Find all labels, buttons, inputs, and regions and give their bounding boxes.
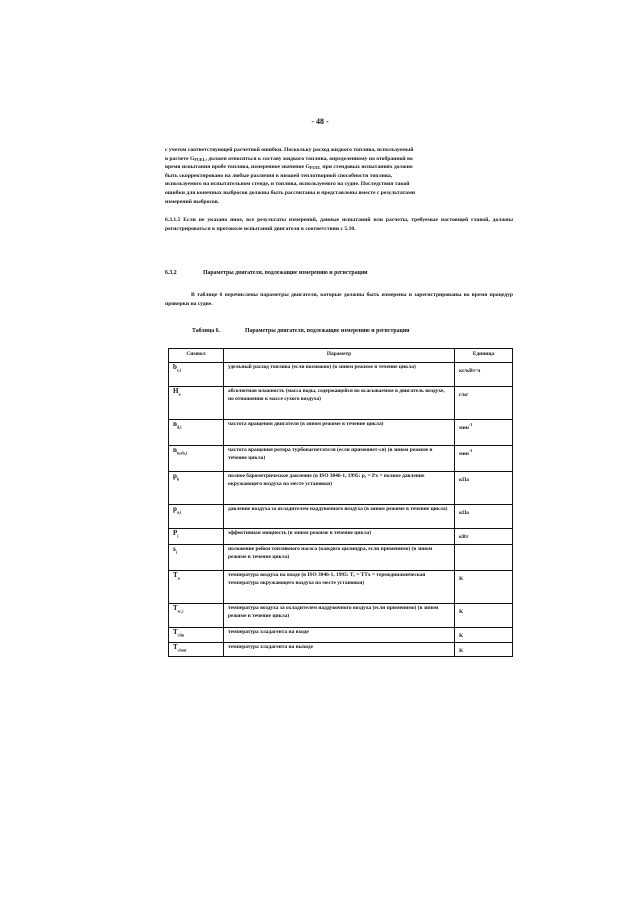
cell-parameter: температура хладагента на выходе bbox=[224, 642, 455, 657]
text-segment: , должен относиться к составу жидкого топлива, определенному по отобранной во bbox=[205, 155, 413, 162]
cell-unit bbox=[455, 472, 513, 505]
symbol-subscript: a,i bbox=[176, 509, 182, 515]
unit-text: K bbox=[459, 608, 464, 615]
symbol-subscript: d,i bbox=[176, 424, 182, 430]
cell-symbol bbox=[169, 420, 224, 446]
paragraph-line: быть скорректировано на любые различия в низшей теплотворной способности топлива, bbox=[165, 172, 393, 179]
cell-parameter: температура воздуха на входе (в ISO 3046-1, 1995: Tₓ = TTx = термодинамическая температура окружающего воздуха на месте установки) bbox=[224, 571, 455, 604]
symbol-subscript: turb,i bbox=[176, 450, 188, 456]
cell-parameter: температура воздуха за охладителем наддувочного воздуха (если применимо) (в знном режиме в течение цикла) bbox=[224, 604, 455, 628]
symbol-letter: n bbox=[173, 420, 177, 428]
symbol-letter: H bbox=[173, 387, 179, 395]
table-row bbox=[169, 529, 513, 545]
table-caption-label: Таблица 6. bbox=[192, 328, 221, 334]
symbol-letter: P bbox=[173, 529, 178, 537]
cell-parameter: абсолютная влажность (масса воды, содержащейся во всасываемом в двигатель воздухе, по отношению к массе сухого воздуха) bbox=[224, 387, 455, 420]
cell-symbol bbox=[169, 628, 224, 643]
table-row bbox=[169, 446, 513, 472]
cell-parameter: частота вращения ротора турбонагнетателя (если применяет-ся) (в знном режиме в течение цикла) bbox=[224, 446, 455, 472]
symbol-subscript: sc,i bbox=[177, 608, 184, 614]
paragraph-fuel-correction bbox=[165, 146, 513, 206]
cell-parameter: удельный расход топлива (если возможно) (в знном режиме в течение цикла) bbox=[224, 363, 455, 387]
header-parameter: Параметр bbox=[224, 349, 455, 363]
unit-text: кПа bbox=[459, 509, 469, 516]
symbol-letter: T bbox=[173, 604, 178, 612]
unit-text: K bbox=[459, 575, 464, 582]
symbol-letter: T bbox=[173, 628, 178, 636]
unit-exponent: -1 bbox=[468, 422, 473, 427]
subscript: FUEL bbox=[309, 165, 321, 171]
section-title: Параметры двигателя, подлежащие измерению и регистрации bbox=[203, 270, 368, 276]
unit-text: K bbox=[459, 647, 464, 654]
cell-symbol bbox=[169, 446, 224, 472]
header-symbol: Символ bbox=[169, 349, 224, 363]
unit-text: мин bbox=[459, 424, 469, 431]
symbol-letter: s bbox=[173, 545, 176, 553]
parameters-table bbox=[168, 348, 513, 657]
cell-unit bbox=[455, 628, 513, 643]
unit-text: мин bbox=[459, 450, 469, 457]
paragraph-line: измерений выбросов. bbox=[165, 198, 219, 205]
paragraph-line: ошибки для конечных выбросов должны быть рассчитаны и представлены вместе с результатами bbox=[165, 189, 416, 196]
unit-text: г/кг bbox=[459, 391, 469, 398]
table-caption bbox=[192, 328, 410, 334]
cell-parameter: давление воздуха за охладителем наддувочного воздуха (в знном режиме в течение цикла) bbox=[224, 505, 455, 529]
text-segment: время испытания пробе топлива, измеренное значение G bbox=[165, 164, 310, 171]
cell-parameter: эффективная мощность (в знном режиме в течение цикла) bbox=[224, 529, 455, 545]
cell-unit bbox=[455, 505, 513, 529]
cell-parameter: температура хладагента на входе bbox=[224, 628, 455, 643]
paragraph-6-3-1-5: 6.3.1.5 Если не указано иное, все результаты измерений, данные испытаний или расчеты, требуемые настоящей главой, должны регистрироваться в протоколе испытаний двигателя в соответствии с 5.10. bbox=[165, 217, 513, 232]
cell-symbol bbox=[169, 642, 224, 657]
unit-text: кВт bbox=[459, 533, 469, 540]
paragraph-line: с учетом соответствующей расчетной ошибки. Поскольку расход жидкого топлива, используемый bbox=[165, 147, 414, 153]
symbol-subscript: clout bbox=[177, 646, 187, 652]
table-row bbox=[169, 387, 513, 420]
unit-exponent: -1 bbox=[468, 448, 473, 453]
cell-symbol bbox=[169, 571, 224, 604]
cell-symbol bbox=[169, 505, 224, 529]
symbol-subscript: i bbox=[177, 533, 179, 539]
table-row bbox=[169, 628, 513, 643]
symbol-letter: T bbox=[173, 571, 178, 579]
symbol-subscript: clin bbox=[177, 632, 185, 638]
symbol-subscript: a bbox=[177, 575, 180, 581]
table-header-row bbox=[169, 349, 513, 363]
subscript: FUEL bbox=[194, 156, 206, 162]
cell-unit bbox=[455, 529, 513, 545]
paragraph-line bbox=[165, 163, 513, 172]
paragraph-line bbox=[165, 155, 513, 164]
cell-parameter: полное барометрическое давление (в ISO 3046-1, 1995: pₓ = Px = полное давление окружающего воздуха на месте установки) bbox=[224, 472, 455, 505]
section-heading bbox=[165, 270, 368, 276]
symbol-subscript: a bbox=[178, 391, 181, 397]
table-row bbox=[169, 363, 513, 387]
table-row bbox=[169, 642, 513, 657]
cell-unit bbox=[455, 642, 513, 657]
symbol-letter: p bbox=[173, 505, 177, 513]
page-number: - 48 - bbox=[311, 117, 329, 126]
paragraph-table-intro: В таблице 6 перечислены параметры двигателя, которые должны быть измерены и зарегистрированы во время процедур проверки на судне. bbox=[165, 292, 513, 307]
unit-text: кПа bbox=[459, 476, 469, 483]
section-number: 6.3.2 bbox=[165, 270, 177, 276]
cell-unit bbox=[455, 604, 513, 628]
table-row bbox=[169, 545, 513, 571]
cell-unit bbox=[455, 420, 513, 446]
symbol-letter: b bbox=[173, 363, 177, 371]
text-segment: при стендовых испытаниях должно bbox=[320, 164, 413, 171]
cell-symbol bbox=[169, 545, 224, 571]
table-caption-title: Параметры двигателя, подлежащие измерению и регистрации bbox=[245, 328, 410, 334]
cell-unit bbox=[455, 387, 513, 420]
unit-text: кг/кВт·ч bbox=[459, 367, 481, 374]
table-row bbox=[169, 472, 513, 505]
cell-unit bbox=[455, 363, 513, 387]
cell-unit bbox=[455, 446, 513, 472]
table-row bbox=[169, 571, 513, 604]
symbol-subscript: e,i bbox=[176, 367, 181, 373]
symbol-letter: T bbox=[173, 642, 178, 651]
symbol-letter: n bbox=[173, 446, 177, 454]
unit-text: K bbox=[459, 632, 464, 639]
table-body bbox=[169, 363, 513, 657]
cell-symbol bbox=[169, 472, 224, 505]
symbol-subscript: i bbox=[175, 549, 177, 555]
table-row bbox=[169, 505, 513, 529]
cell-symbol bbox=[169, 529, 224, 545]
table-row bbox=[169, 604, 513, 628]
cell-symbol bbox=[169, 604, 224, 628]
header-unit: Единица bbox=[455, 349, 513, 363]
table-row bbox=[169, 420, 513, 446]
text-segment: в расчете G bbox=[165, 155, 195, 162]
cell-symbol bbox=[169, 387, 224, 420]
cell-unit bbox=[455, 571, 513, 604]
cell-parameter: частота вращения двигателя (в знном режиме в течение цикла) bbox=[224, 420, 455, 446]
cell-symbol bbox=[169, 363, 224, 387]
symbol-letter: p bbox=[173, 472, 177, 480]
paragraph-line: используемого на испытательном стенде, и топлива, используемого на судне. Последствия такой bbox=[165, 181, 410, 188]
cell-unit bbox=[455, 545, 513, 571]
cell-parameter: положение рейки топливного насоса (каждого цилиндра, если применимо) (в знном режиме в течение цикла) bbox=[224, 545, 455, 571]
symbol-subscript: b bbox=[176, 476, 180, 482]
